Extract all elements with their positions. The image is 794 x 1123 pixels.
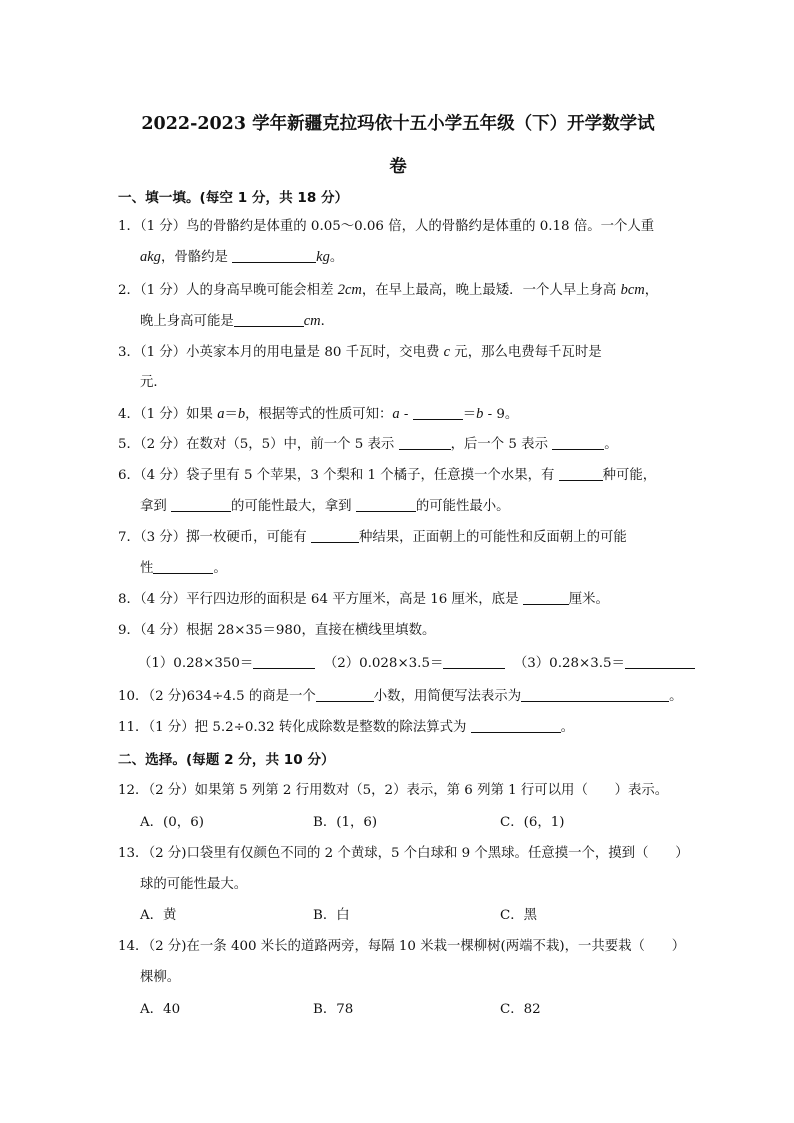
exam-title-line1: 2022-2023 学年新疆克拉玛依十五小学五年级（下）开学数学试 bbox=[141, 114, 655, 134]
value-2: 2 bbox=[337, 282, 345, 298]
question-9-part1: （1）0.28×350＝ bbox=[138, 656, 254, 671]
question-8-text: 厘米。 bbox=[568, 592, 609, 607]
question-6-text: 拿到 bbox=[140, 499, 172, 514]
question-8-text: 8．（4 分）平行四边形的面积是 64 平方厘米，高是 16 厘米，底是 bbox=[118, 592, 523, 607]
question-9: 9．（4 分）根据 28×35＝980，直接在横线里填数。 bbox=[118, 623, 436, 638]
section-heading-fill: 一、填一填。(每空 1 分，共 18 分） bbox=[118, 190, 349, 206]
question-7-text: 种结果，正面朝上的可能性和反面朝上的可能 bbox=[358, 530, 627, 545]
answer-blank[interactable] bbox=[356, 497, 416, 512]
answer-blank[interactable] bbox=[171, 497, 231, 512]
punctuation: 。 bbox=[669, 689, 683, 704]
option-b[interactable]: B．78 bbox=[313, 1002, 354, 1017]
variable-a: a bbox=[392, 406, 400, 422]
question-3-text: 元，那么电费每千瓦时是 bbox=[450, 345, 602, 360]
unit-cm: cm bbox=[344, 282, 362, 298]
question-7-text: 7．（3 分）掷一枚硬币，可能有 bbox=[118, 530, 311, 545]
answer-blank[interactable] bbox=[399, 435, 451, 450]
question-2-line1 bbox=[118, 280, 658, 301]
section-heading-choice: 二、选择。(每题 2 分，共 10 分） bbox=[118, 752, 335, 768]
question-13-line2: 球的可能性最大。 bbox=[140, 877, 248, 892]
punctuation: 。 bbox=[213, 561, 227, 576]
question-3-line1 bbox=[118, 342, 602, 363]
variable-c: c bbox=[443, 344, 451, 360]
question-7-line1 bbox=[118, 528, 627, 548]
answer-blank[interactable] bbox=[523, 590, 569, 605]
option-c[interactable]: C．(6，1) bbox=[500, 815, 565, 830]
option-b[interactable]: B．(1，6) bbox=[313, 815, 378, 830]
question-2-text: 2．（1 分）人的身高早晚可能会相差 bbox=[118, 283, 338, 298]
punctuation: 。 bbox=[560, 720, 575, 735]
question-7-text: 性 bbox=[140, 561, 154, 576]
answer-blank[interactable] bbox=[153, 559, 213, 574]
question-1-text: ，骨骼约是 bbox=[160, 250, 233, 265]
question-6-text: 的可能性最小。 bbox=[415, 499, 510, 514]
question-6-text: 的可能性最大，拿到 bbox=[231, 499, 356, 514]
question-14-line2: 棵柳。 bbox=[140, 970, 181, 985]
question-9-part3: （3）0.28×3.5＝ bbox=[513, 656, 625, 671]
question-8 bbox=[118, 590, 609, 610]
question-5 bbox=[118, 435, 618, 455]
question-2-text: ，在早上最高，晚上最矮．一个人早上身高 bbox=[361, 283, 621, 298]
question-10 bbox=[118, 687, 682, 707]
answer-blank[interactable] bbox=[552, 435, 604, 450]
variable-a: a bbox=[140, 249, 148, 265]
question-2-text: 晚上身高可能是 bbox=[140, 314, 234, 329]
question-6-line1 bbox=[118, 466, 656, 486]
punctuation: 。 bbox=[329, 250, 344, 265]
question-2-line2 bbox=[140, 311, 334, 332]
question-4 bbox=[118, 404, 518, 425]
exam-title bbox=[118, 103, 678, 189]
punctuation: ． bbox=[320, 314, 335, 329]
question-4-text: ，根据等式的性质可知： bbox=[245, 407, 393, 422]
question-13-line1: 13．（2 分)口袋里有仅颜色不同的 2 个黄球，5 个白球和 9 个黑球。任意摸一个，摸到（ ） bbox=[118, 846, 689, 861]
question-14-line1: 14．（2 分)在一条 400 米长的道路两旁，每隔 10 米栽一棵柳树(两端不栽)，一共要栽（ ） bbox=[118, 939, 686, 954]
option-a[interactable]: A．(0，6) bbox=[140, 815, 204, 830]
exam-title-line2: 卷 bbox=[389, 157, 407, 177]
option-b[interactable]: B．白 bbox=[313, 908, 350, 923]
option-a[interactable]: A．40 bbox=[140, 1002, 181, 1017]
variable-a: a bbox=[217, 406, 225, 422]
answer-blank[interactable] bbox=[413, 405, 463, 420]
question-11 bbox=[118, 718, 574, 738]
question-3-line2: 元． bbox=[140, 375, 167, 390]
punctuation: 。 bbox=[604, 437, 618, 452]
question-10-text: 10．（2 分)634÷4.5 的商是一个 bbox=[118, 689, 316, 704]
question-1-line1: 1．（1 分）鸟的骨骼约是体重的 0.05～0.06 倍，人的骨骼约是体重的 0.18 倍。一个人重 bbox=[118, 219, 655, 234]
question-9-parts bbox=[138, 654, 695, 674]
equals-sign: ＝ bbox=[462, 407, 477, 422]
minus-sign: - bbox=[399, 407, 413, 422]
answer-blank[interactable] bbox=[559, 466, 603, 481]
answer-blank[interactable] bbox=[253, 654, 315, 669]
question-11-text: 11．（1 分）把 5.2÷0.32 转化成除数是整数的除法算式为 bbox=[118, 720, 471, 735]
variable-b: b bbox=[620, 282, 628, 298]
question-10-text: 小数，用简便写法表示为 bbox=[373, 689, 522, 704]
answer-blank[interactable] bbox=[234, 312, 304, 327]
question-5-text: 5．（2 分）在数对（5，5）中，前一个 5 表示 bbox=[118, 437, 399, 452]
variable-b: b bbox=[237, 406, 246, 422]
answer-blank[interactable] bbox=[316, 687, 374, 702]
answer-blank[interactable] bbox=[625, 654, 695, 669]
unit-kg: kg bbox=[316, 249, 330, 265]
question-4-text: - 9。 bbox=[483, 407, 519, 422]
question-3-text: 3．（1 分）小英家本月的用电量是 80 千瓦时，交电费 bbox=[118, 345, 444, 360]
unit-kg: kg bbox=[147, 249, 161, 265]
question-9-part2: （2）0.028×3.5＝ bbox=[323, 656, 444, 671]
question-5-text: ，后一个 5 表示 bbox=[450, 437, 553, 452]
question-6-text: 种可能， bbox=[602, 468, 657, 483]
question-4-text: 4．（1 分）如果 bbox=[118, 407, 218, 422]
answer-blank[interactable] bbox=[443, 654, 505, 669]
answer-blank[interactable] bbox=[232, 248, 316, 263]
option-c[interactable]: C．82 bbox=[500, 1002, 541, 1017]
answer-blank[interactable] bbox=[311, 528, 359, 543]
question-7-line2 bbox=[140, 559, 227, 579]
unit-cm: cm bbox=[627, 282, 645, 298]
variable-b: b bbox=[476, 406, 484, 422]
option-a[interactable]: A．黄 bbox=[140, 908, 177, 923]
punctuation: ， bbox=[644, 283, 659, 298]
question-6-line2 bbox=[140, 497, 510, 517]
answer-blank[interactable] bbox=[521, 687, 669, 702]
question-1-line2 bbox=[140, 247, 343, 268]
question-6-text: 6．（4 分）袋子里有 5 个苹果，3 个梨和 1 个橘子，任意摸一个水果，有 bbox=[118, 468, 559, 483]
unit-cm: cm bbox=[303, 313, 321, 329]
equals-sign: ＝ bbox=[224, 407, 238, 422]
question-12: 12．（2 分）如果第 5 列第 2 行用数对（5，2）表示，第 6 列第 1 行可以用（ ）表示。 bbox=[118, 783, 669, 798]
answer-blank[interactable] bbox=[471, 718, 561, 733]
option-c[interactable]: C．黑 bbox=[500, 908, 538, 923]
